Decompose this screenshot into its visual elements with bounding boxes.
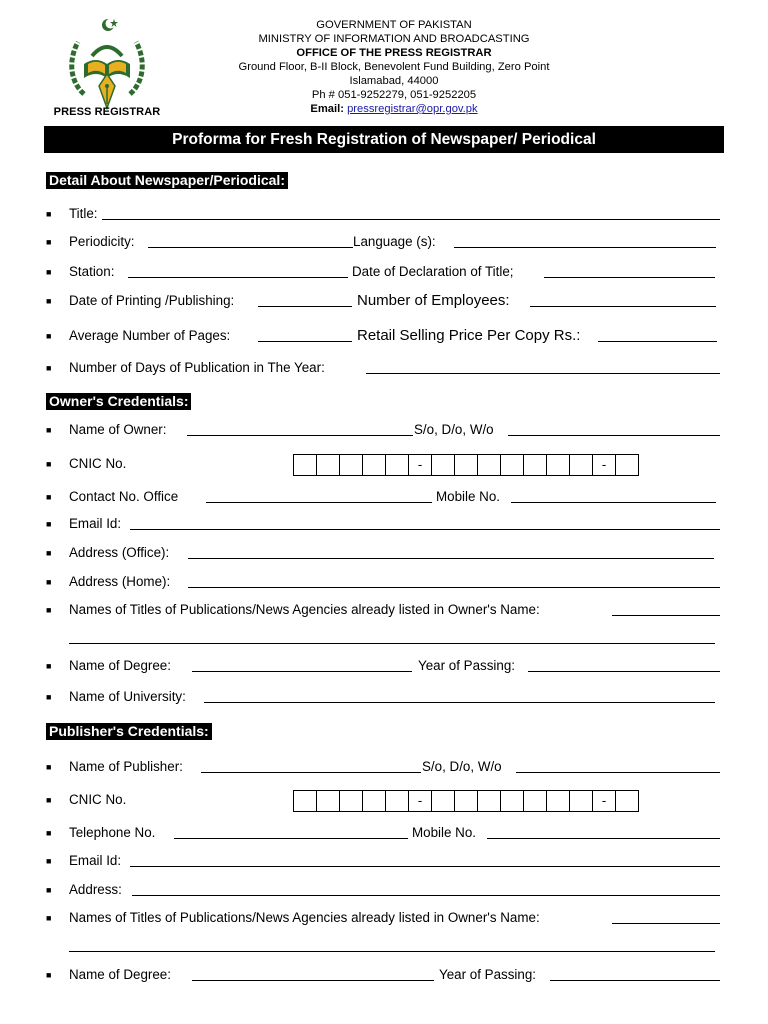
declaration-date-label: Date of Declaration of Title; [352, 264, 514, 279]
declaration-date-input-line[interactable] [544, 277, 715, 278]
owner-titles-label: Names of Titles of Publications/News Agencies already listed in Owner's Name: [69, 602, 540, 617]
address-office-label: Address (Office): [69, 545, 170, 560]
publisher-titles-label: Names of Titles of Publications/News Agencies already listed in Owner's Name: [69, 910, 540, 925]
section-publisher-credentials: Publisher's Credentials: [46, 723, 212, 740]
owner-degree-input-line[interactable] [192, 671, 412, 672]
bullet-icon: ■ [46, 548, 52, 558]
bullet-icon: ■ [46, 762, 52, 772]
publisher-name-label: Name of Publisher: [69, 759, 183, 774]
bullet-icon: ■ [46, 492, 52, 502]
cnic-digit-box[interactable] [477, 790, 501, 812]
cnic-digit-box[interactable] [500, 454, 524, 476]
bullet-icon: ■ [46, 267, 52, 277]
field-publisher-cnic[interactable] [46, 790, 722, 810]
days-publication-input-line[interactable] [366, 373, 720, 374]
station-input-line[interactable] [128, 277, 348, 278]
publisher-so-label: S/o, D/o, W/o [422, 759, 502, 774]
avg-pages-label: Average Number of Pages: [69, 328, 231, 343]
owner-email-label: Email Id: [69, 516, 122, 531]
bullet-icon: ■ [46, 661, 52, 671]
language-label: Language (s): [353, 234, 436, 249]
cnic-digit-box[interactable] [339, 454, 363, 476]
section-newspaper-details: Detail About Newspaper/Periodical: [46, 172, 288, 189]
bullet-icon: ■ [46, 459, 52, 469]
bullet-icon: ■ [46, 425, 52, 435]
title-input-line[interactable] [102, 219, 720, 220]
publisher-name-input-line[interactable] [201, 772, 421, 773]
bullet-icon: ■ [46, 363, 52, 373]
bullet-icon: ■ [46, 692, 52, 702]
bullet-icon: ■ [46, 237, 52, 247]
publisher-titles-input-line[interactable] [612, 923, 720, 924]
field-owner-titles[interactable] [46, 600, 722, 620]
bullet-icon: ■ [46, 913, 52, 923]
cnic-digit-box[interactable] [339, 790, 363, 812]
bullet-icon: ■ [46, 209, 52, 219]
publisher-titles-continuation[interactable] [46, 936, 722, 956]
owner-university-input-line[interactable] [204, 702, 715, 703]
publisher-mobile-label: Mobile No. [412, 825, 477, 840]
email-link[interactable]: pressregistrar@opr.gov.pk [347, 103, 478, 115]
cnic-digit-box[interactable] [293, 454, 317, 476]
cnic-digit-box[interactable] [615, 790, 639, 812]
cnic-digit-box[interactable] [316, 454, 340, 476]
cnic-digit-box[interactable] [546, 454, 570, 476]
cnic-digit-box[interactable] [385, 454, 409, 476]
publisher-cnic-label: CNIC No. [69, 792, 127, 807]
office-address-line2: Islamabad, 44000 [349, 75, 439, 87]
language-input-line[interactable] [454, 247, 716, 248]
contact-office-label: Contact No. Office [69, 489, 179, 504]
field-publisher-telephone[interactable] [46, 823, 722, 843]
cnic-digit-box[interactable] [569, 790, 593, 812]
bullet-icon: ■ [46, 577, 52, 587]
section-owner-credentials: Owner's Credentials: [46, 393, 191, 410]
periodicity-input-line[interactable] [148, 247, 353, 248]
bullet-icon: ■ [46, 605, 52, 615]
publisher-titles-input-line-2[interactable] [69, 951, 715, 952]
field-station[interactable] [46, 262, 722, 282]
field-publisher-name[interactable] [46, 757, 722, 777]
owner-mobile-input-line[interactable] [511, 502, 716, 503]
owner-year-label: Year of Passing: [418, 658, 516, 673]
office-address-line1: Ground Floor, B-II Block, Benevolent Fund Building, Zero Point [238, 61, 550, 73]
cnic-digit-box[interactable] [385, 790, 409, 812]
owner-cnic-label: CNIC No. [69, 456, 127, 471]
cnic-digit-box[interactable] [546, 790, 570, 812]
printing-date-input-line[interactable] [258, 306, 352, 307]
cnic-digit-box[interactable] [523, 790, 547, 812]
cnic-digit-box[interactable] [523, 454, 547, 476]
office-heading: OFFICE OF THE PRESS REGISTRAR [296, 47, 492, 59]
bullet-icon: ■ [46, 795, 52, 805]
publisher-degree-input-line[interactable] [192, 980, 434, 981]
publisher-email-label: Email Id: [69, 853, 122, 868]
bullet-icon: ■ [46, 331, 52, 341]
publisher-email-input-line[interactable] [130, 866, 720, 867]
field-owner-cnic[interactable] [46, 454, 722, 474]
field-address-home[interactable] [46, 572, 722, 592]
cnic-digit-box[interactable] [431, 454, 455, 476]
cnic-digit-box[interactable] [293, 790, 317, 812]
owner-mobile-label: Mobile No. [436, 489, 501, 504]
field-periodicity[interactable] [46, 232, 722, 252]
field-owner-email[interactable] [46, 514, 722, 534]
field-publisher-address[interactable] [46, 880, 722, 900]
cnic-digit-box[interactable] [316, 790, 340, 812]
owner-degree-label: Name of Degree: [69, 658, 171, 673]
cnic-digit-box[interactable] [431, 790, 455, 812]
field-owner-degree[interactable] [46, 656, 722, 676]
publisher-address-input-line[interactable] [132, 895, 720, 896]
address-home-label: Address (Home): [69, 574, 171, 589]
ministry-heading: MINISTRY OF INFORMATION AND BROADCASTING [258, 33, 530, 45]
owner-titles-continuation[interactable] [46, 628, 722, 648]
owner-titles-input-line[interactable] [612, 615, 720, 616]
press-registrar-emblem [62, 16, 152, 112]
owner-name-input-line[interactable] [187, 435, 413, 436]
cnic-dash: - [592, 790, 616, 812]
publisher-year-label: Year of Passing: [439, 967, 537, 982]
station-label: Station: [69, 264, 115, 279]
periodicity-label: Periodicity: [69, 234, 135, 249]
cnic-dash: - [408, 790, 432, 812]
owner-cnic-boxes[interactable] [293, 454, 639, 476]
cnic-digit-box[interactable] [569, 454, 593, 476]
contact-office-input-line[interactable] [206, 502, 432, 503]
owner-email-input-line[interactable] [130, 529, 720, 530]
email-label: Email: [310, 103, 344, 115]
retail-price-input-line[interactable] [598, 341, 717, 342]
field-days-publication[interactable] [46, 358, 722, 378]
cnic-digit-box[interactable] [615, 454, 639, 476]
owner-university-label: Name of University: [69, 689, 186, 704]
bullet-icon: ■ [46, 885, 52, 895]
retail-price-label: Retail Selling Price Per Copy Rs.: [357, 327, 581, 344]
publisher-mobile-input-line[interactable] [487, 838, 720, 839]
owner-so-input-line[interactable] [508, 435, 720, 436]
employees-label: Number of Employees: [357, 292, 510, 309]
publisher-year-input-line[interactable] [550, 980, 720, 981]
publisher-so-input-line[interactable] [516, 772, 720, 773]
printing-date-label: Date of Printing /Publishing: [69, 293, 235, 308]
office-email [200, 102, 588, 116]
days-publication-label: Number of Days of Publication in The Year: [69, 360, 325, 375]
telephone-input-line[interactable] [174, 838, 408, 839]
publisher-address-label: Address: [69, 882, 122, 897]
telephone-label: Telephone No. [69, 825, 156, 840]
employees-input-line[interactable] [530, 306, 716, 307]
office-phone: Ph # 051-9252279, 051-9252205 [311, 89, 477, 101]
field-title[interactable] [46, 204, 722, 224]
bullet-icon: ■ [46, 970, 52, 980]
publisher-cnic-boxes[interactable] [293, 790, 639, 812]
government-heading: GOVERNMENT OF PAKISTAN [316, 19, 472, 31]
cnic-digit-box[interactable] [454, 790, 478, 812]
owner-year-input-line[interactable] [528, 671, 720, 672]
field-average-pages[interactable] [46, 326, 722, 346]
field-owner-name[interactable] [46, 420, 722, 440]
owner-so-label: S/o, D/o, W/o [414, 422, 494, 437]
cnic-dash: - [408, 454, 432, 476]
cnic-digit-box[interactable] [454, 454, 478, 476]
cnic-digit-box[interactable] [362, 454, 386, 476]
form-title-banner: Proforma for Fresh Registration of Newspaper/ Periodical [44, 126, 724, 153]
address-office-input-line[interactable] [188, 558, 714, 559]
bullet-icon: ■ [46, 828, 52, 838]
bullet-icon: ■ [46, 296, 52, 306]
address-home-input-line[interactable] [188, 587, 720, 588]
cnic-digit-box[interactable] [500, 790, 524, 812]
bullet-icon: ■ [46, 519, 52, 529]
field-publisher-email[interactable] [46, 851, 722, 871]
owner-titles-input-line-2[interactable] [69, 643, 715, 644]
field-printing-date[interactable] [46, 291, 722, 311]
field-publisher-degree[interactable] [46, 965, 722, 985]
bullet-icon: ■ [46, 856, 52, 866]
cnic-digit-box[interactable] [477, 454, 501, 476]
cnic-digit-box[interactable] [362, 790, 386, 812]
field-address-office[interactable] [46, 543, 722, 563]
owner-name-label: Name of Owner: [69, 422, 167, 437]
field-owner-university[interactable] [46, 687, 722, 707]
avg-pages-input-line[interactable] [258, 341, 352, 342]
field-owner-contact[interactable] [46, 487, 722, 507]
field-publisher-titles[interactable] [46, 908, 722, 928]
cnic-dash: - [592, 454, 616, 476]
logo-caption: PRESS REGISTRAR [53, 106, 161, 118]
publisher-degree-label: Name of Degree: [69, 967, 171, 982]
title-label: Title: [69, 206, 98, 221]
